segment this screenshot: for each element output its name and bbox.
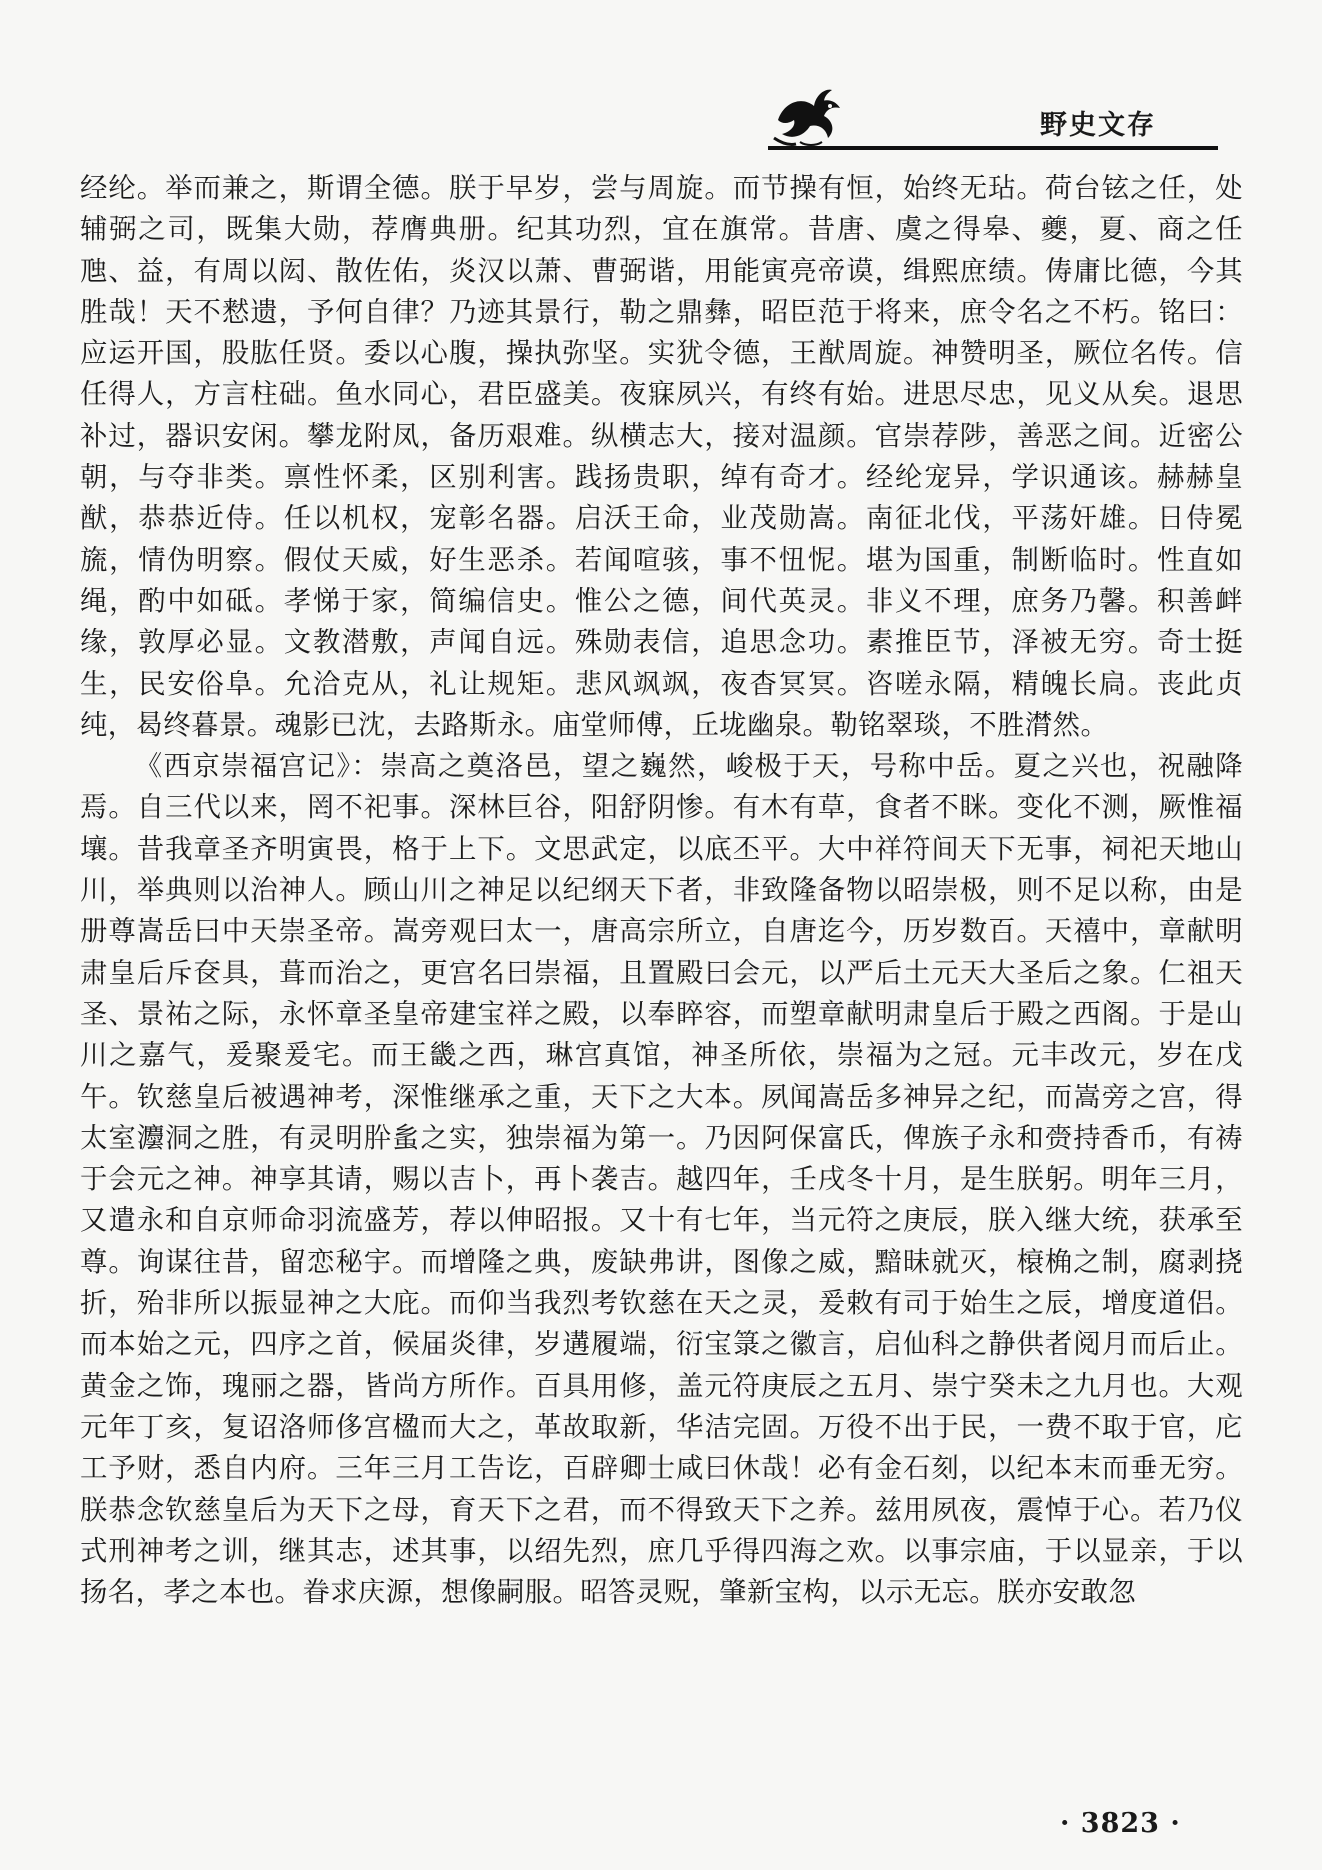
page-number: · 3823 · bbox=[1060, 1808, 1181, 1839]
dragon-emblem-icon bbox=[770, 80, 850, 150]
main-text bbox=[80, 168, 1243, 1613]
header-divider bbox=[768, 146, 1218, 150]
page-header bbox=[0, 0, 1322, 160]
text-paragraph: 经纶。举而兼之，斯谓全德。朕于早岁，尝与周旋。而节操有恒，始终无玷。荷台铉之任，处辅弼之司，既集大勋，荐膺典册。纪其功烈，宜在旗常。昔唐、虞之得皋、夔，夏、商之任虺、益，有周以闳、散佐佑，炎汉以萧、曹弼谐，用能寅亮帝谟，缉熙庶绩。俦庸比德，今其胜哉！天不慭遗，予何自律？乃迹其景行，勒之鼎彝，昭臣范于将来，庶令名之不朽。铭曰：应运开国，股肱任贤。委以心腹，操执弥坚。实犹令德，王猷周旋。神赞明圣，厥位名传。信任得人，方言柱础。鱼水同心，君臣盛美。夜寐夙兴，有终有始。进思尽忠，见义从矣。退思补过，器识安闲。攀龙附凤，备历艰难。纵横志大，接对温颜。官崇荐陟，善恶之间。近密公朝，与夺非类。禀性怀柔，区别利害。践扬贵职，绰有奇才。经纶宠异，学识通该。赫赫皇猷，恭恭近侍。任以机权，宠彰名器。启沃王命，业茂勋嵩。南征北伐，平荡奸雄。日侍冕旒，情伪明察。假仗天威，好生恶杀。若闻喧骇，事不忸怩。堪为国重，制断临时。性直如绳，酌中如砥。孝悌于家，简编信史。惟公之德，间代英灵。非义不理，庶务乃馨。积善衅缘，敦厚必显。文教潜敷，声闻自远。殊勋表信，追思念功。素推臣节，泽被无穷。奇士挺生，民安俗阜。允洽克从，礼让规矩。悲风飒飒，夜杳冥冥。咨嗟永隔，精魄长扃。丧此贞纯，曷终暮景。魂影已沈，去路斯永。庙堂师傅，丘垅幽泉。勒铭翠琰，不胜潸然。 bbox=[80, 173, 1243, 741]
text-paragraph: 《西京崇福宫记》：崇高之奠洛邑，望之巍然，峻极于天，号称中岳。夏之兴也，祝融降焉。自三代以来，罔不祀事。深林巨谷，阳舒阴惨。有木有草，食者不眯。变化不测，厥惟福壤。昔我章圣齐明寅畏，格于上下。文思武定，以底丕平。大中祥符间天下无事，祠祀天地山川，举典则以治神人。顾山川之神足以纪纲天下者，非致隆备物以昭崇极，则不足以称，由是册尊嵩岳曰中天崇圣帝。嵩旁观曰太一，唐高宗所立，自唐迄今，历岁数百。天禧中，章献明肃皇后斥奁具，葺而治之，更宫名曰崇福，且置殿曰会元，以严后土元天大圣后之象。仁祖天圣、景祐之际，永怀章圣皇帝建宝祥之殿，以奉睟容，而塑章献明肃皇后于殿之西阁。于是山川之嘉气，爰聚爰宅。而王畿之西，琳宫真馆，神圣所依，崇福为之冠。元丰改元，岁在戊午。钦慈皇后被遇神考，深惟继承之重，天下之大本。夙闻嵩岳多神异之纪，而嵩旁之宫，得太室灋洞之胜，有灵明肸蚃之实，独崇福为第一。乃因阿保富氏，俾族子永和赍持香币，有祷于会元之神。神享其请，赐以吉卜，再卜袭吉。越四年，壬戌冬十月，是生朕躬。明年三月，又遣永和自京师命羽流盛芳，荐以伸昭报。又十有七年，当元符之庚辰，朕入继大统，获承至尊。询谋往昔，留恋秘宇。而增隆之典，废缺弗讲，图像之威，黯昧就灭，榱桷之制，腐剥挠折，殆非所以振显神之大庇。而仰当我烈考钦慈在天之灵，爰敕有司于始生之辰，增度道侣。而本始之元，四序之首，候届炎律，岁遘履端，衍宝箓之徽言，启仙科之静供者阅月而后止。黄金之饰，瑰丽之器，皆尚方所作。百具用修，盖元符庚辰之五月、崇宁癸未之九月也。大观元年丁亥，复诏洛师侈宫楹而大之，革故取新，华洁完固。万役不出于民，一费不取于官，庀工予财，悉自内府。三年三月工告讫，百辟卿士咸曰休哉！必有金石刻，以纪本末而垂无穷。朕恭念钦慈皇后为天下之母，育天下之君，而不得致天下之养。兹用夙夜，震悼于心。若乃仪式刑神考之训，继其志，述其事，以绍先烈，庶几乎得四海之欢。以事宗庙，于以显亲，于以扬名，孝之本也。眷求庆源，想像嗣服。昭答灵贶，肇新宝构，以示无忘。朕亦安敢忽 bbox=[80, 751, 1243, 1609]
section-title: 野史文存 bbox=[1040, 110, 1156, 141]
